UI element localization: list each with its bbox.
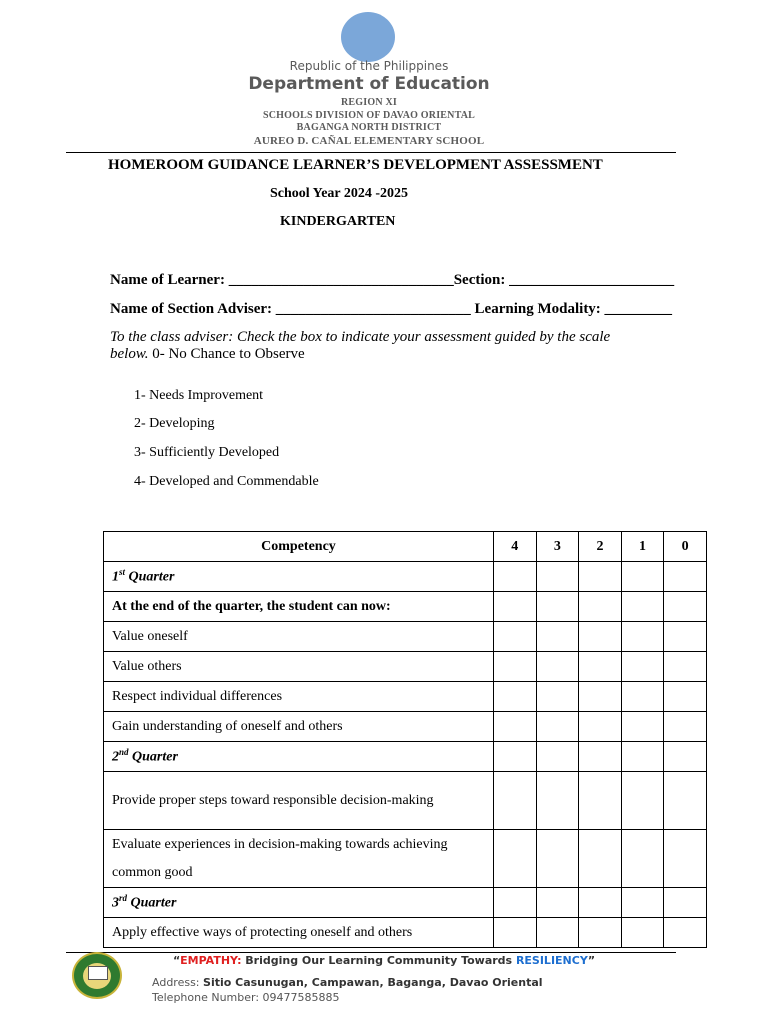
score-cell[interactable]	[664, 682, 707, 712]
score-cell[interactable]	[493, 830, 536, 888]
score-cell[interactable]	[493, 888, 536, 918]
table-row	[104, 830, 707, 888]
motto-resiliency: RESILIENCY	[515, 954, 588, 967]
table-row	[104, 592, 707, 622]
score-cell[interactable]	[579, 622, 622, 652]
scale-zero: 0- No Chance to Observe	[148, 346, 305, 362]
score-cell[interactable]	[536, 622, 579, 652]
table-row	[104, 652, 707, 682]
score-cell[interactable]	[493, 918, 536, 948]
motto-empathy: EMPATHY:	[180, 954, 242, 967]
score-cell[interactable]	[493, 652, 536, 682]
score-header-2: 2	[579, 532, 622, 562]
score-cell[interactable]	[493, 592, 536, 622]
score-cell[interactable]	[621, 592, 664, 622]
score-cell[interactable]	[621, 830, 664, 888]
score-cell[interactable]	[493, 622, 536, 652]
instructions-text: To the class adviser: Check the box to indicate your assessment guided by the scale below.	[110, 329, 611, 362]
learner-section-field[interactable]: Name of Learner: ______________________________Section: ______________________	[110, 272, 675, 288]
score-cell[interactable]	[493, 772, 536, 830]
competency-header: Competency	[104, 532, 494, 562]
quarter-2-label: 2nd Quarter	[104, 742, 494, 772]
score-cell[interactable]	[536, 918, 579, 948]
table-row	[104, 712, 707, 742]
school-motto: “EMPATHY: Bridging Our Learning Community Towards RESILIENCY”	[172, 954, 596, 967]
school-telephone: Telephone Number: 09477585885	[152, 991, 340, 1004]
score-header-4: 4	[493, 532, 536, 562]
score-cell[interactable]	[621, 652, 664, 682]
school-name: AUREO D. CAÑAL ELEMENTARY SCHOOL	[253, 135, 485, 147]
adviser-modality-field[interactable]: Name of Section Adviser: __________________________ Learning Modality: _________	[110, 301, 673, 317]
score-cell[interactable]	[579, 682, 622, 712]
competency-text: Provide proper steps toward responsible decision-making	[104, 772, 494, 830]
score-cell[interactable]	[536, 830, 579, 888]
score-cell[interactable]	[664, 562, 707, 592]
table-row	[104, 918, 707, 948]
score-cell[interactable]	[536, 772, 579, 830]
table-row	[104, 742, 707, 772]
score-cell[interactable]	[621, 888, 664, 918]
quarter-1-label: 1st Quarter	[104, 562, 494, 592]
score-cell[interactable]	[664, 888, 707, 918]
score-cell[interactable]	[579, 592, 622, 622]
table-row	[104, 622, 707, 652]
score-cell[interactable]	[664, 830, 707, 888]
score-cell[interactable]	[664, 652, 707, 682]
score-cell[interactable]	[621, 742, 664, 772]
score-cell[interactable]	[493, 562, 536, 592]
score-cell[interactable]	[621, 712, 664, 742]
score-cell[interactable]	[664, 772, 707, 830]
competency-text: Evaluate experiences in decision-making towards achieving common good	[104, 830, 494, 888]
score-cell[interactable]	[664, 742, 707, 772]
score-header-0: 0	[664, 532, 707, 562]
table-row	[104, 772, 707, 830]
score-cell[interactable]	[579, 830, 622, 888]
logo-school-building-icon	[88, 966, 108, 980]
score-cell[interactable]	[536, 682, 579, 712]
competency-text: Value oneself	[104, 622, 494, 652]
score-cell[interactable]	[664, 592, 707, 622]
instructions	[110, 329, 650, 363]
score-cell[interactable]	[579, 562, 622, 592]
deped-seal-icon	[341, 12, 395, 62]
score-cell[interactable]	[664, 712, 707, 742]
scale-item-4: 4- Developed and Commendable	[134, 474, 319, 489]
score-cell[interactable]	[536, 652, 579, 682]
table-header-row	[104, 532, 707, 562]
score-cell[interactable]	[536, 888, 579, 918]
header-divider	[66, 152, 676, 153]
score-cell[interactable]	[579, 918, 622, 948]
score-cell[interactable]	[536, 592, 579, 622]
competency-text: Value others	[104, 652, 494, 682]
score-cell[interactable]	[579, 772, 622, 830]
scale-item-3: 3- Sufficiently Developed	[134, 445, 280, 460]
score-header-1: 1	[621, 532, 664, 562]
competency-text: Gain understanding of oneself and others	[104, 712, 494, 742]
score-cell[interactable]	[621, 772, 664, 830]
score-cell[interactable]	[579, 652, 622, 682]
score-cell[interactable]	[621, 682, 664, 712]
score-cell[interactable]	[579, 888, 622, 918]
score-cell[interactable]	[536, 742, 579, 772]
score-cell[interactable]	[493, 742, 536, 772]
score-cell[interactable]	[536, 562, 579, 592]
intro-text: At the end of the quarter, the student can now:	[104, 592, 494, 622]
scale-item-2: 2- Developing	[134, 416, 215, 431]
score-cell[interactable]	[579, 712, 622, 742]
quarter-3-label: 3rd Quarter	[104, 888, 494, 918]
region-label: REGION XI	[341, 97, 397, 108]
school-address: Address: Sitio Casunugan, Campawan, Baganga, Davao Oriental	[152, 976, 543, 989]
score-cell[interactable]	[664, 622, 707, 652]
score-cell[interactable]	[621, 562, 664, 592]
division-label: SCHOOLS DIVISION OF DAVAO ORIENTAL	[262, 110, 476, 121]
district-label: BAGANGA NORTH DISTRICT	[296, 122, 442, 133]
assessment-table	[103, 531, 707, 948]
table-row	[104, 682, 707, 712]
score-cell[interactable]	[621, 622, 664, 652]
school-year: School Year 2024 -2025	[270, 186, 409, 201]
competency-text: Apply effective ways of protecting oneself and others	[104, 918, 494, 948]
footer-divider	[66, 952, 676, 953]
score-cell[interactable]	[493, 712, 536, 742]
table-row	[104, 888, 707, 918]
grade-level: KINDERGARTEN	[280, 214, 396, 229]
score-cell[interactable]	[579, 742, 622, 772]
score-cell[interactable]	[664, 918, 707, 948]
score-cell[interactable]	[493, 682, 536, 712]
score-header-3: 3	[536, 532, 579, 562]
document-title: HOMEROOM GUIDANCE LEARNER’S DEVELOPMENT ASSESSMENT	[108, 157, 603, 173]
department-title: Department of Education	[248, 74, 490, 94]
scale-item-1: 1- Needs Improvement	[134, 388, 264, 403]
score-cell[interactable]	[621, 918, 664, 948]
competency-text: Respect individual differences	[104, 682, 494, 712]
table-row	[104, 562, 707, 592]
republic-label: Republic of the Philippines	[289, 59, 449, 73]
score-cell[interactable]	[536, 712, 579, 742]
